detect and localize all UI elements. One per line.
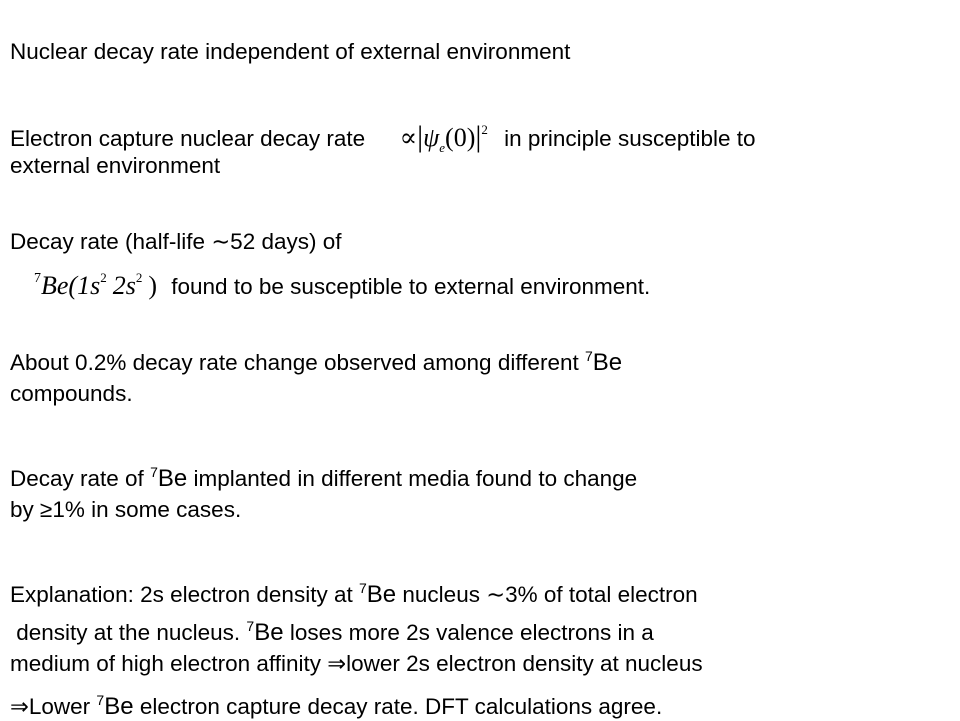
text: nucleus ∼3% of total electron (402, 582, 698, 607)
config-text: ) (148, 271, 157, 300)
implies-arrow-icon: ⇒ (327, 651, 347, 676)
electron-config-formula (34, 271, 157, 300)
text: Lower (28, 694, 91, 719)
psi-argument: (0) (445, 123, 476, 152)
text: About 0.2% decay rate change observed among different (10, 350, 579, 375)
isotope-mass: 7 (246, 618, 255, 634)
isotope-symbol: Be (157, 465, 188, 492)
isotope-symbol: Be (592, 349, 623, 376)
line-electron-affinity (10, 650, 703, 678)
text: Electron capture nuclear decay rate (10, 126, 366, 151)
text: found to be susceptible to external environment. (171, 274, 651, 299)
text: external environment (10, 153, 221, 178)
text: lower 2s electron density at nucleus (346, 651, 703, 676)
isotope-mass: 7 (150, 464, 158, 480)
line-lower-decay (10, 686, 662, 721)
text: by ≥1% in some cases. (10, 497, 242, 522)
text: loses more 2s valence electrons in a (289, 620, 654, 645)
mass-number: 7 (34, 271, 41, 286)
line-some-cases (10, 496, 241, 524)
isotope-symbol: Be (366, 581, 397, 608)
isotope-symbol: Be (104, 693, 134, 720)
text: Nuclear decay rate independent of external environment (10, 39, 571, 64)
line-explanation (10, 574, 698, 609)
implies-arrow-icon: ⇒ (10, 694, 29, 719)
text: in principle susceptible to (504, 126, 756, 151)
text: density at the nucleus. (10, 620, 241, 645)
text: Decay rate of (10, 466, 144, 491)
power: 2 (481, 122, 488, 137)
text: electron capture decay rate. DFT calculations agree. (139, 694, 663, 719)
line-implanted (10, 458, 637, 493)
line-compounds-change (10, 342, 622, 377)
propto-symbol: ∝ (399, 123, 418, 152)
abs-bar-right: | (475, 120, 482, 153)
text: medium of high electron affinity (10, 651, 322, 676)
line-compounds (10, 380, 133, 408)
line-half-life (10, 228, 342, 256)
config-text: 2s (112, 271, 136, 300)
line-external-environment (10, 152, 220, 180)
isotope-mass: 7 (358, 580, 367, 596)
isotope-symbol: Be (254, 619, 284, 646)
text: Decay rate (half-life ∼52 days) of (10, 229, 342, 254)
exponent: 2 (135, 270, 143, 285)
isotope-mass: 7 (96, 692, 105, 708)
line-decay-independent (10, 38, 570, 66)
line-density-nucleus (10, 612, 654, 647)
psi-symbol: ψ (423, 123, 440, 152)
wavefunction-formula (399, 120, 488, 156)
psi-subscript: e (439, 140, 446, 156)
text: implanted in different media found to change (193, 466, 638, 491)
isotope-mass: 7 (584, 348, 593, 364)
abs-bar-left: | (417, 120, 424, 153)
text: compounds. (10, 381, 133, 406)
text: Explanation: 2s electron density at (10, 582, 353, 607)
exponent: 2 (100, 270, 107, 285)
line-susceptible (10, 264, 650, 301)
config-text: Be(1s (41, 271, 101, 300)
